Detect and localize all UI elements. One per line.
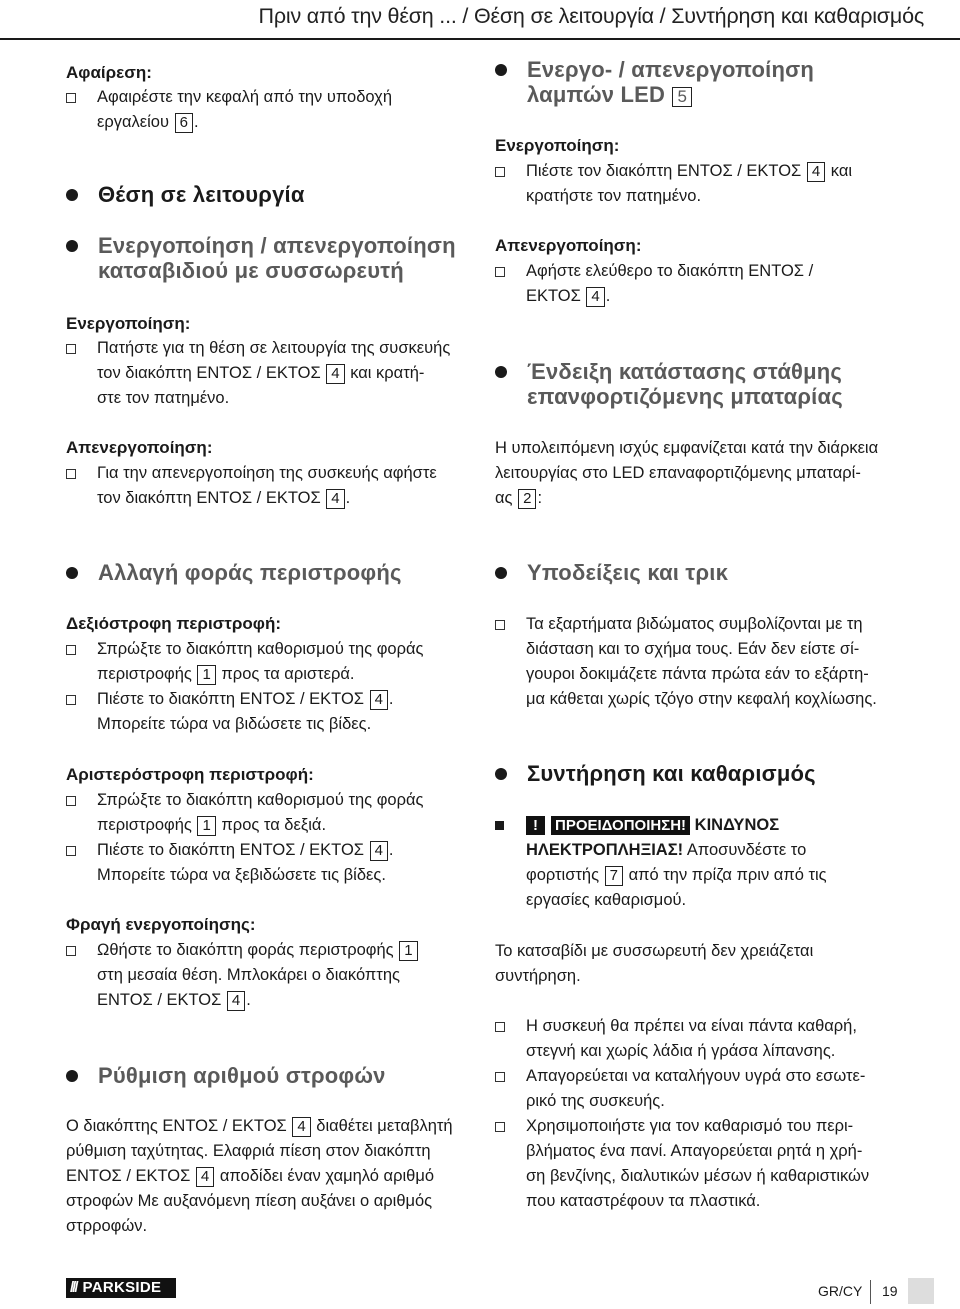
bullet-icon — [495, 366, 507, 378]
part-number: 1 — [399, 941, 417, 961]
lock-heading: Φραγή ενεργοποίησης: — [66, 915, 256, 934]
checkbox-icon — [495, 1022, 505, 1032]
lock-step: Ωθήστε το διακόπτη φοράς περιστροφής 1 στη μεσαία θέση. Μπλοκάρει ο διακόπτης ΕΝΤΟΣ / ΕΚΤΟΣ 4 . — [66, 938, 471, 1013]
parkside-logo: /// PARKSIDE — [66, 1278, 176, 1298]
part-number: 1 — [197, 665, 215, 685]
section-battery: Ένδειξη κατάστασης στάθμης επανφορτιζόμενης μπαταρίας — [495, 359, 905, 409]
footer-language: GR/CY — [818, 1283, 863, 1299]
battery-paragraph: Η υπολειπόμενη ισχύς εμφανίζεται κατά την διάρκεια λειτουργίας στο LED επαναφορτιζόμενης μπαταρί- ας 2 : — [495, 439, 879, 507]
led-activation-heading: Ενεργοποίηση: — [495, 136, 620, 155]
checkbox-icon — [66, 645, 76, 655]
section-tips: Υποδείξεις και τρικ — [495, 560, 905, 585]
part-number: 4 — [326, 364, 344, 384]
led-deactivation-step: Αφήστε ελεύθερο το διακόπτη ΕΝΤΟΣ / ΕΚΤΟΣ 4 . — [495, 259, 905, 309]
section-maintenance: Συντήρηση και καθαρισμός — [495, 761, 905, 786]
onoff-deactivation-step: Για την απενεργοποίηση της συσκευής αφήστε τον διακόπτη ΕΝΤΟΣ / ΕΚΤΟΣ 4 . — [66, 461, 471, 511]
onoff-activation-step: Πατήστε για τη θέση σε λειτουργία της συσκευής τον διακόπτη ΕΝΤΟΣ / ΕΚΤΟΣ 4 και κρατή- στε τον πατημένο. — [66, 336, 471, 411]
part-number: 4 — [292, 1117, 310, 1137]
section-rotation: Αλλαγή φοράς περιστροφής — [66, 560, 471, 585]
checkbox-icon — [495, 1122, 505, 1132]
bullet-icon — [495, 768, 507, 780]
checkbox-icon — [495, 620, 505, 630]
checkbox-icon — [66, 469, 76, 479]
section-start: Θέση σε λειτουργία — [66, 182, 471, 207]
footer-box — [908, 1278, 934, 1304]
bullet-icon — [66, 189, 78, 201]
bullet-square-icon — [495, 821, 504, 830]
part-number: 1 — [197, 816, 215, 836]
onoff-activation-heading: Ενεργοποίηση: — [66, 314, 191, 333]
footer-separator — [870, 1280, 871, 1304]
checkbox-icon — [66, 796, 76, 806]
part-number: 2 — [518, 489, 536, 509]
part-number: 4 — [370, 841, 388, 861]
part-number: 4 — [586, 287, 604, 307]
page-number: 19 — [882, 1283, 898, 1299]
part-number: 4 — [196, 1167, 214, 1187]
checkbox-icon — [495, 267, 505, 277]
rotation-right-heading: Δεξιόστροφη περιστροφή: — [66, 614, 281, 633]
tips-step: Τα εξαρτήματα βιδώματος συμβολίζονται με τη διάσταση και το σχήμα τους. Εάν δεν είστε σί- γουροι δοκιμάζετε πάντα πρώτα εάν το εξάρτη- μα κάθεται χωρίς τζόγο στην κεφαλή κοχλίωσης. — [495, 612, 905, 712]
checkbox-icon — [495, 167, 505, 177]
part-number: 5 — [672, 87, 692, 107]
part-number: 7 — [605, 866, 623, 886]
onoff-deactivation-heading: Απενεργοποίηση: — [66, 438, 213, 457]
removal-step: Αφαιρέστε την κεφαλή από την υποδοχή εργαλείου 6 . — [66, 85, 471, 135]
checkbox-icon — [66, 93, 76, 103]
checkbox-icon — [495, 1072, 505, 1082]
warning-label: ΠΡΟΕΙΔΟΠΟΙΗΣΗ! — [551, 816, 690, 835]
bullet-icon — [495, 567, 507, 579]
led-activation-step: Πιέστε τον διακόπτη ΕΝΤΟΣ / ΕΚΤΟΣ 4 και κρατήστε τον πατημένο. — [495, 159, 905, 209]
part-number: 4 — [227, 991, 245, 1011]
cleaning-steps: Η συσκευή θα πρέπει να είναι πάντα καθαρή, στεγνή και χωρίς λάδια ή γράσα λίπανσης. Απαγορεύεται να καταλήγουν υγρά στο εσωτε- ρικό της συσκευής. Χρησιμοποιήστε για τον καθαρισμό του περι- βλήματος ένα πανί. Απαγορεύεται ρητά η χρή- ση βενζίνης, διαλυτικών μέσων ή καθαριστικών που καταστρέφουν τα πλαστικά. — [495, 1014, 905, 1214]
part-number: 4 — [807, 162, 825, 182]
section-onoff: Ενεργοποίηση / απενεργοποίηση κατσαβιδιού με συσσωρευτή — [66, 233, 471, 283]
led-deactivation-heading: Απενεργοποίηση: — [495, 236, 642, 255]
maintenance-paragraph: Το κατσαβίδι με συσσωρευτή δεν χρειάζεται συντήρηση. — [495, 942, 814, 985]
page-header-title: Πριν από την θέση ... / Θέση σε λειτουργία / Συντήρηση και καθαρισμός — [258, 4, 924, 28]
warning-icon: ! — [526, 816, 545, 835]
bullet-icon — [495, 64, 507, 76]
maintenance-warning: ! ΠΡΟΕΙΔΟΠΟΙΗΣΗ! ΚΙΝΔΥΝΟΣ ΗΛΕΚΤΡΟΠΛΗΞΙΑΣ! Αποσυνδέστε το φορτιστής 7 από την πρίζα πριν από τις εργασίες καθαρισμού. — [495, 813, 905, 913]
bullet-icon — [66, 1070, 78, 1082]
bullet-icon — [66, 240, 78, 252]
header-rule — [0, 38, 960, 40]
checkbox-icon — [66, 344, 76, 354]
bullet-icon — [66, 567, 78, 579]
part-number: 4 — [370, 690, 388, 710]
removal-heading: Αφαίρεση: — [66, 63, 152, 82]
part-number: 4 — [326, 489, 344, 509]
checkbox-icon — [66, 846, 76, 856]
section-speed: Ρύθμιση αριθμού στροφών — [66, 1063, 471, 1088]
checkbox-icon — [66, 695, 76, 705]
rotation-right-steps: Σπρώξτε το διακόπτη καθορισμού της φοράς περιστροφής 1 προς τα αριστερά. Πιέστε το διακόπτη ΕΝΤΟΣ / ΕΚΤΟΣ 4 . Μπορείτε τώρα να βιδώσετε τις βίδες. — [66, 637, 471, 737]
part-number: 6 — [175, 113, 193, 133]
checkbox-icon — [66, 946, 76, 956]
section-led: Ενεργο- / απενεργοποίηση λαμπών LED 5 — [495, 57, 905, 107]
speed-paragraph: Ο διακόπτης ΕΝΤΟΣ / ΕΚΤΟΣ 4 διαθέτει μεταβλητή ρύθμιση ταχύτητας. Ελαφριά πίεση στον διακόπτη ΕΝΤΟΣ / ΕΚΤΟΣ 4 αποδίδει έναν χαμηλό αριθμό στροφών Με αυξανόμενη πίεση αυξάνει ο αριθμός στρροφών. — [66, 1117, 453, 1235]
rotation-left-steps: Σπρώξτε το διακόπτη καθορισμού της φοράς περιστροφής 1 προς τα δεξιά. Πιέστε το διακόπτη ΕΝΤΟΣ / ΕΚΤΟΣ 4 . Μπορείτε τώρα να ξεβιδώσετε τις βίδες. — [66, 788, 471, 888]
rotation-left-heading: Αριστερόστροφη περιστροφή: — [66, 765, 314, 784]
